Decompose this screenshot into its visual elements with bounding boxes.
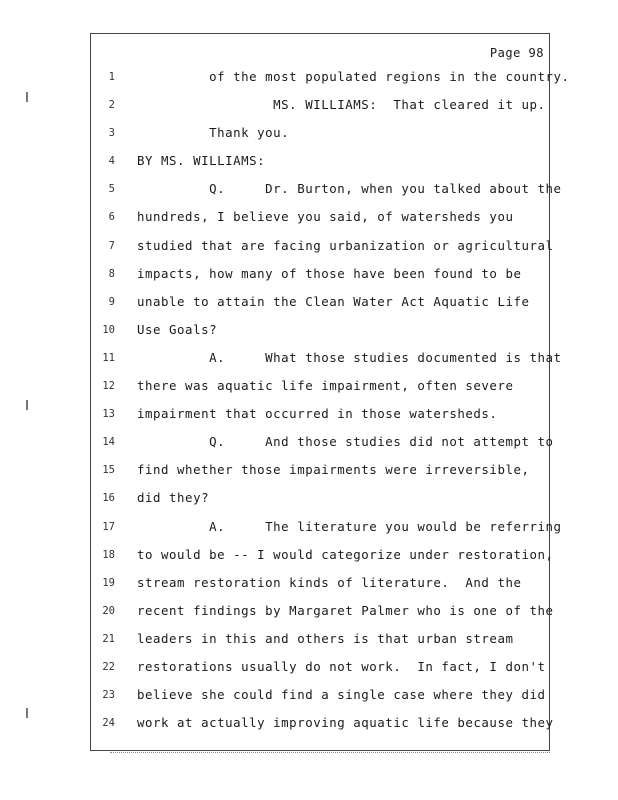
line-number: 1 bbox=[108, 71, 115, 83]
transcript-line bbox=[0, 67, 570, 95]
transcript-line bbox=[0, 95, 560, 123]
line-number: 3 bbox=[108, 127, 115, 140]
line-number: 20 bbox=[102, 604, 115, 617]
line-text: impairment that occurred in those watersheds. bbox=[137, 406, 498, 422]
line-number: 24 bbox=[102, 717, 115, 730]
binder-mark bbox=[26, 400, 28, 410]
line-text: believe she could find a single case where they did bbox=[137, 687, 546, 703]
line-number: 2 bbox=[108, 99, 115, 112]
transcript-line bbox=[0, 179, 560, 207]
transcript-line bbox=[0, 123, 560, 151]
line-text: work at actually improving aquatic life because they bbox=[137, 715, 554, 731]
line-text: leaders in this and others is that urban stream bbox=[137, 630, 514, 646]
line-number: 14 bbox=[102, 436, 115, 449]
transcript-line bbox=[0, 601, 560, 629]
page-number: Page 98 bbox=[489, 46, 544, 60]
transcript-line bbox=[0, 517, 560, 545]
transcript-line bbox=[0, 488, 560, 516]
line-text: unable to attain the Clean Water Act Aquatic Life bbox=[137, 293, 530, 309]
line-text: restorations usually do not work. In fact, I don't bbox=[137, 658, 546, 674]
line-text: find whether those impairments were irreversible, bbox=[137, 462, 530, 478]
line-number: 6 bbox=[108, 211, 115, 224]
line-number: 4 bbox=[108, 155, 115, 168]
line-text: Q. Dr. Burton, when you talked about the bbox=[137, 181, 562, 197]
transcript-line bbox=[0, 264, 560, 292]
line-number: 12 bbox=[102, 380, 115, 393]
line-text: Use Goals? bbox=[137, 321, 218, 337]
line-number: 21 bbox=[102, 632, 115, 645]
line-number: 19 bbox=[102, 576, 115, 589]
line-number: 15 bbox=[102, 464, 115, 477]
line-number: 22 bbox=[102, 660, 115, 673]
transcript-line bbox=[0, 545, 560, 573]
line-text: to would be -- I would categorize under restoration, bbox=[137, 546, 554, 562]
footer-rule bbox=[110, 752, 550, 753]
transcript-body bbox=[0, 67, 570, 741]
transcript-line bbox=[0, 460, 560, 488]
line-text: there was aquatic life impairment, often severe bbox=[137, 378, 514, 394]
line-number: 7 bbox=[108, 239, 115, 252]
line-text: recent findings by Margaret Palmer who is one of the bbox=[137, 602, 554, 618]
line-number: 16 bbox=[102, 492, 115, 505]
line-text: Q. And those studies did not attempt to bbox=[137, 434, 554, 450]
transcript-line bbox=[0, 432, 560, 460]
transcript-line bbox=[0, 292, 560, 320]
transcript-line bbox=[0, 207, 560, 235]
transcript-line bbox=[0, 236, 560, 264]
transcript-line bbox=[0, 151, 560, 179]
line-text: stream restoration kinds of literature. And the bbox=[137, 574, 522, 590]
line-text: BY MS. WILLIAMS: bbox=[137, 153, 266, 169]
transcript-line bbox=[0, 404, 560, 432]
transcript-line bbox=[0, 713, 560, 741]
line-text: impacts, how many of those have been found to be bbox=[137, 265, 522, 281]
line-text: of the most populated regions in the country. bbox=[137, 69, 570, 84]
line-text: studied that are facing urbanization or agricultural bbox=[137, 237, 554, 253]
line-text: A. What those studies documented is that bbox=[137, 349, 562, 365]
line-text: did they? bbox=[137, 490, 210, 506]
line-number: 17 bbox=[102, 520, 115, 533]
transcript-line bbox=[0, 657, 560, 685]
line-number: 23 bbox=[102, 689, 115, 702]
transcript-line bbox=[0, 685, 560, 713]
line-text: MS. WILLIAMS: That cleared it up. bbox=[137, 97, 546, 113]
line-number: 9 bbox=[108, 295, 115, 308]
transcript-line bbox=[0, 629, 560, 657]
line-number: 5 bbox=[108, 183, 115, 196]
binder-mark bbox=[26, 708, 28, 718]
line-text: A. The literature you would be referring bbox=[137, 518, 562, 534]
line-number: 13 bbox=[102, 408, 115, 421]
transcript-line bbox=[0, 320, 560, 348]
line-number: 18 bbox=[102, 548, 115, 561]
line-text: hundreds, I believe you said, of watersheds you bbox=[137, 209, 514, 225]
binder-mark bbox=[26, 92, 28, 102]
transcript-line bbox=[0, 348, 560, 376]
line-number: 11 bbox=[102, 351, 115, 364]
line-number: 8 bbox=[108, 267, 115, 280]
line-text: Thank you. bbox=[137, 125, 290, 141]
transcript-line bbox=[0, 573, 560, 601]
line-number: 10 bbox=[102, 323, 115, 336]
transcript-line bbox=[0, 376, 560, 404]
